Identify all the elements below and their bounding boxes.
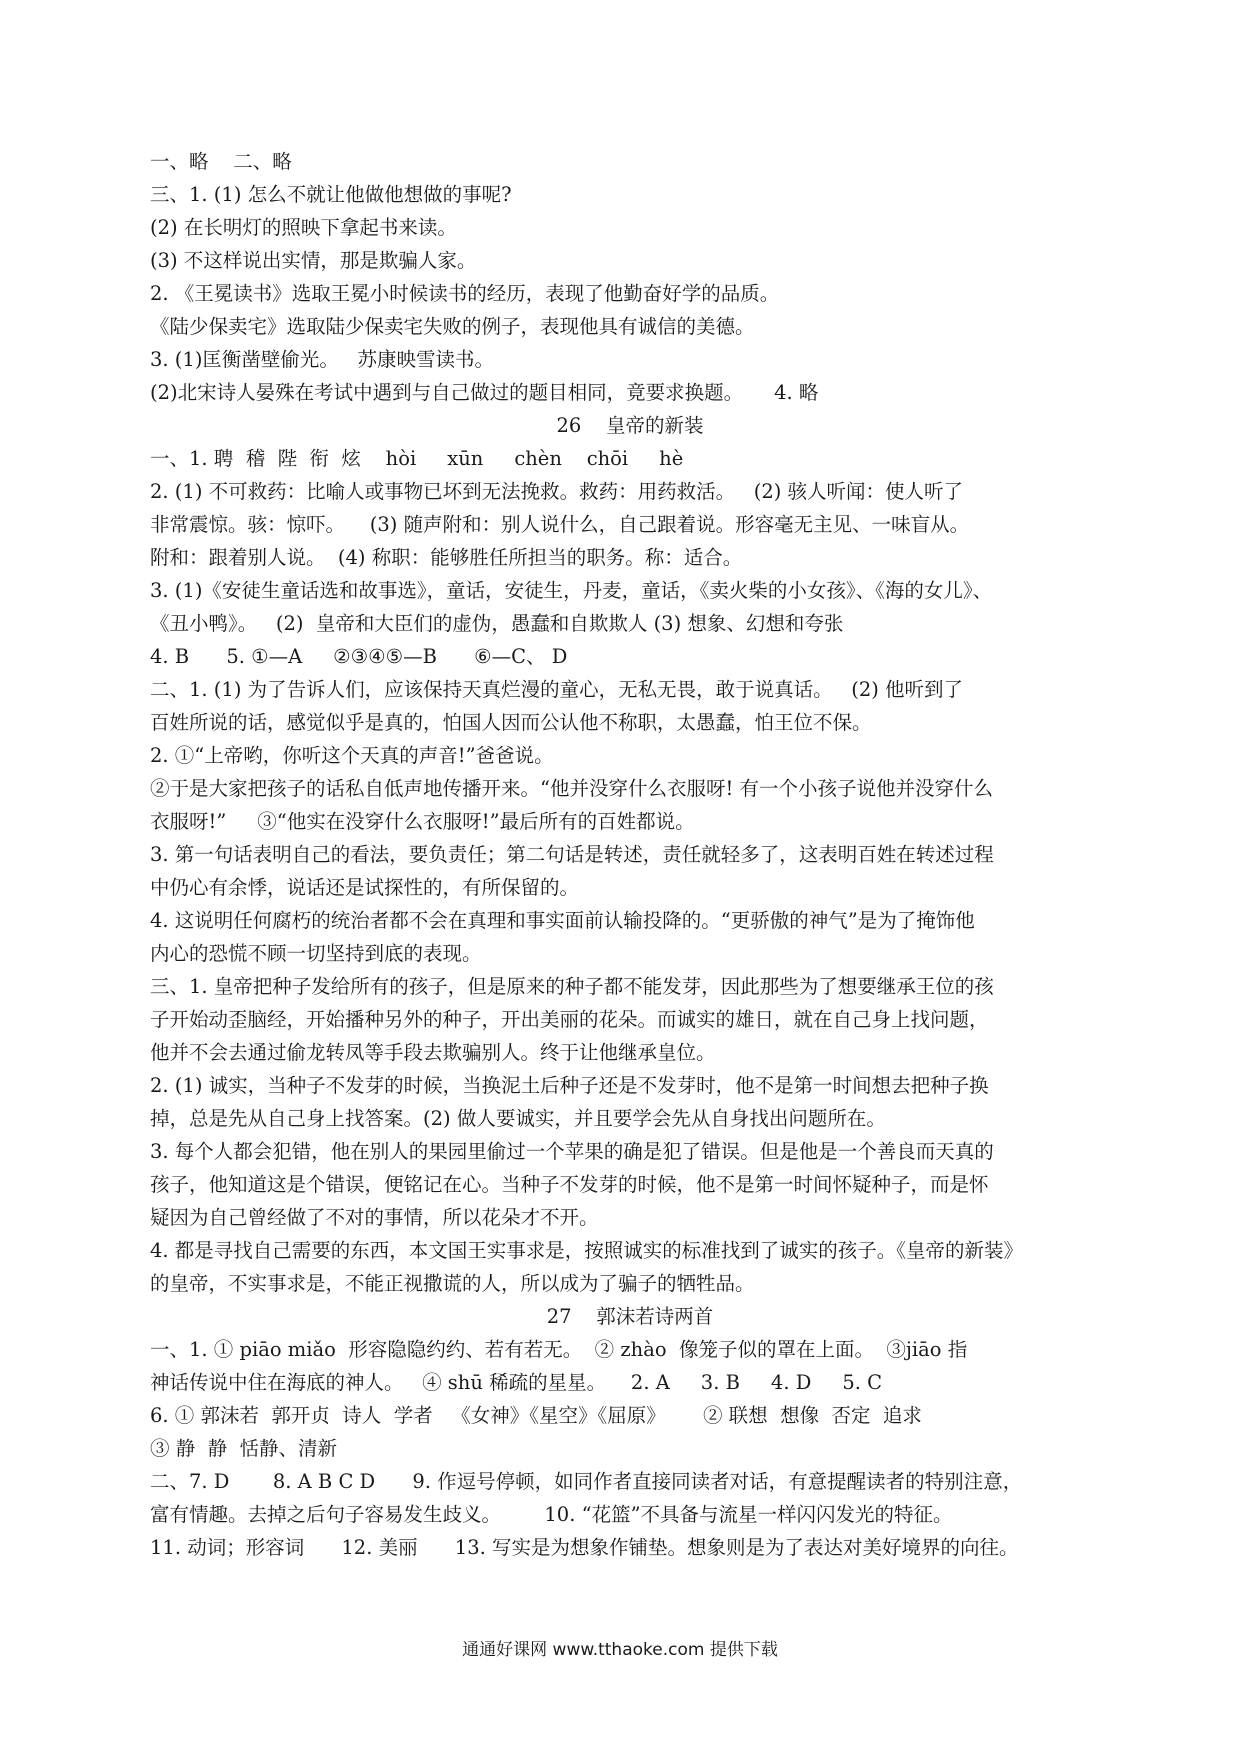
- text-line: 3. 第一句话表明自己的看法，要负责任；第二句话是转述，责任就轻多了，这表明百姓在转述过程: [150, 843, 994, 866]
- text-line: (2)北宋诗人晏殊在考试中遇到与自己做过的题目相同，竟要求换题。 4. 略: [150, 381, 819, 404]
- text-line: ②于是大家把孩子的话私自低声地传播开来。“他并没穿什么衣服呀! 有一个小孩子说他并没穿什么: [150, 777, 994, 800]
- text-line: 2. (1) 诚实，当种子不发芽的时候，当换泥土后种子还是不发芽时，他不是第一时间想去把种子换: [150, 1074, 989, 1097]
- text-line: 4. 这说明任何腐朽的统治者都不会在真理和事实面前认输投降的。“更骄傲的神气”是为了掩饰他: [150, 909, 975, 932]
- text-line: 中仍心有余悸，说话还是试探性的，有所保留的。: [150, 876, 580, 899]
- text-line: 的皇帝，不实事求是，不能正视撒谎的人，所以成为了骗子的牺牲品。: [150, 1272, 755, 1295]
- text-line: 疑因为自己曾经做了不对的事情，所以花朵才不开。: [150, 1206, 599, 1229]
- text-line: ③ 静 静 恬静、清新: [150, 1437, 337, 1460]
- text-line: 2. (1) 不可救药：比喻人或事物已坏到无法挽救。救药：用药救活。 (2) 骇人听闻：使人听了: [150, 480, 964, 503]
- text-line: 非常震惊。骇：惊吓。 (3) 随声附和：别人说什么，自己跟着说。形容毫无主见、一味盲从。: [150, 513, 970, 536]
- text-line: 百姓所说的话，感觉似乎是真的，怕国人因而公认他不称职，太愚蠢，怕王位不保。: [150, 711, 872, 734]
- text-line: 3. (1)匡衡凿壁偷光。 苏康映雪读书。: [150, 348, 495, 371]
- text-line: 衣服呀!” ③“他实在没穿什么衣服呀!”最后所有的百姓都说。: [150, 810, 695, 833]
- text-line: 6. ① 郭沫若 郭开贞 诗人 学者 《女神》《星空》《屈原》 ② 联想 想像 否定 追求: [150, 1404, 922, 1427]
- text-line: 附和：跟着别人说。 (4) 称职：能够胜任所担当的职务。称：适合。: [150, 546, 743, 569]
- footer-source: 通通好课网 www.tthaoke.com 提供下载: [462, 1640, 778, 1660]
- text-line: 4. B 5. ①—A ②③④⑤—B ⑥—C、 D: [150, 645, 568, 668]
- text-line: 2. 《王冕读书》选取王冕小时候读书的经历，表现了他勤奋好学的品质。: [150, 282, 780, 305]
- text-line: 4. 都是寻找自己需要的东西，本文国王实事求是，按照诚实的标准找到了诚实的孩子。《皇帝的新装》: [150, 1239, 1024, 1262]
- text-line: 《丑小鸭》。 (2) 皇帝和大臣们的虚伪，愚蠢和自欺欺人 (3) 想象、幻想和夸张: [150, 612, 844, 635]
- text-line: 三、1. (1) 怎么不就让他做他想做的事呢?: [150, 183, 512, 206]
- text-line: 孩子，他知道这是个错误，便铭记在心。当种子不发芽的时候，他不是第一时间怀疑种子，而是怀: [150, 1173, 989, 1196]
- text-line: 内心的恐慌不顾一切坚持到底的表现。: [150, 942, 482, 965]
- text-line: 子开始动歪脑经，开始播种另外的种子，开出美丽的花朵。而诚实的雄日，就在自己身上找问题，: [150, 1008, 989, 1031]
- text-line: 神话传说中住在海底的神人。 ④ shū 稀疏的星星。 2. A 3. B 4. D 5. C: [150, 1371, 883, 1394]
- text-line: 3. 每个人都会犯错，他在别人的果园里偷过一个苹果的确是犯了错误。但是他是一个善良而天真的: [150, 1140, 994, 1163]
- text-line: (3) 不这样说出实情，那是欺骗人家。: [150, 249, 477, 272]
- text-line: 11. 动词；形容词 12. 美丽 13. 写实是为想象作铺垫。想象则是为了表达对美好境界的向往。: [150, 1536, 1019, 1559]
- text-line: 他并不会去通过偷龙转凤等手段去欺骗别人。终于让他继承皇位。: [150, 1041, 716, 1064]
- section-title: 27 郭沫若诗两首: [546, 1305, 714, 1328]
- text-line: 一、略 二、略: [150, 150, 292, 173]
- text-line: 二、7. D 8. A B C D 9. 作逗号停顿，如同作者直接同读者对话，有意提醒读者的特别注意，: [150, 1470, 1023, 1493]
- text-line: 二、1. (1) 为了告诉人们，应该保持天真烂漫的童心，无私无畏，敢于说真话。 (2) 他听到了: [150, 678, 964, 701]
- text-line: 《陆少保卖宅》选取陆少保卖宅失败的例子，表现他具有诚信的美德。: [150, 315, 755, 338]
- text-line: 三、1. 皇帝把种子发给所有的孩子，但是原来的种子都不能发芽，因此那些为了想要继承王位的孩: [150, 975, 994, 998]
- text-line: 富有情趣。去掉之后句子容易发生歧义。 10. “花篮”不具备与流星一样闪闪发光的特征。: [150, 1503, 953, 1526]
- text-line: (2) 在长明灯的照映下拿起书来读。: [150, 216, 457, 239]
- section-title: 26 皇帝的新装: [556, 414, 704, 437]
- text-line: 2. ①“上帝哟，你听这个天真的声音!”爸爸说。: [150, 744, 554, 767]
- text-line: 掉，总是先从自己身上找答案。(2) 做人要诚实，并且要学会先从自身找出问题所在。: [150, 1107, 886, 1130]
- text-line: 一、1. ① piāo miǎo 形容隐隐约约、若有若无。 ② zhào 像笼子似的罩在上面。 ③jiāo 指: [150, 1338, 968, 1361]
- text-line: 一、1. 聘 稽 陛 衔 炫 hòi xūn chèn chōi hè: [150, 447, 684, 470]
- text-line: 3. (1)《安徒生童话选和故事选》，童话，安徒生，丹麦，童话，《卖火柴的小女孩》、《海的女儿》、: [150, 579, 993, 602]
